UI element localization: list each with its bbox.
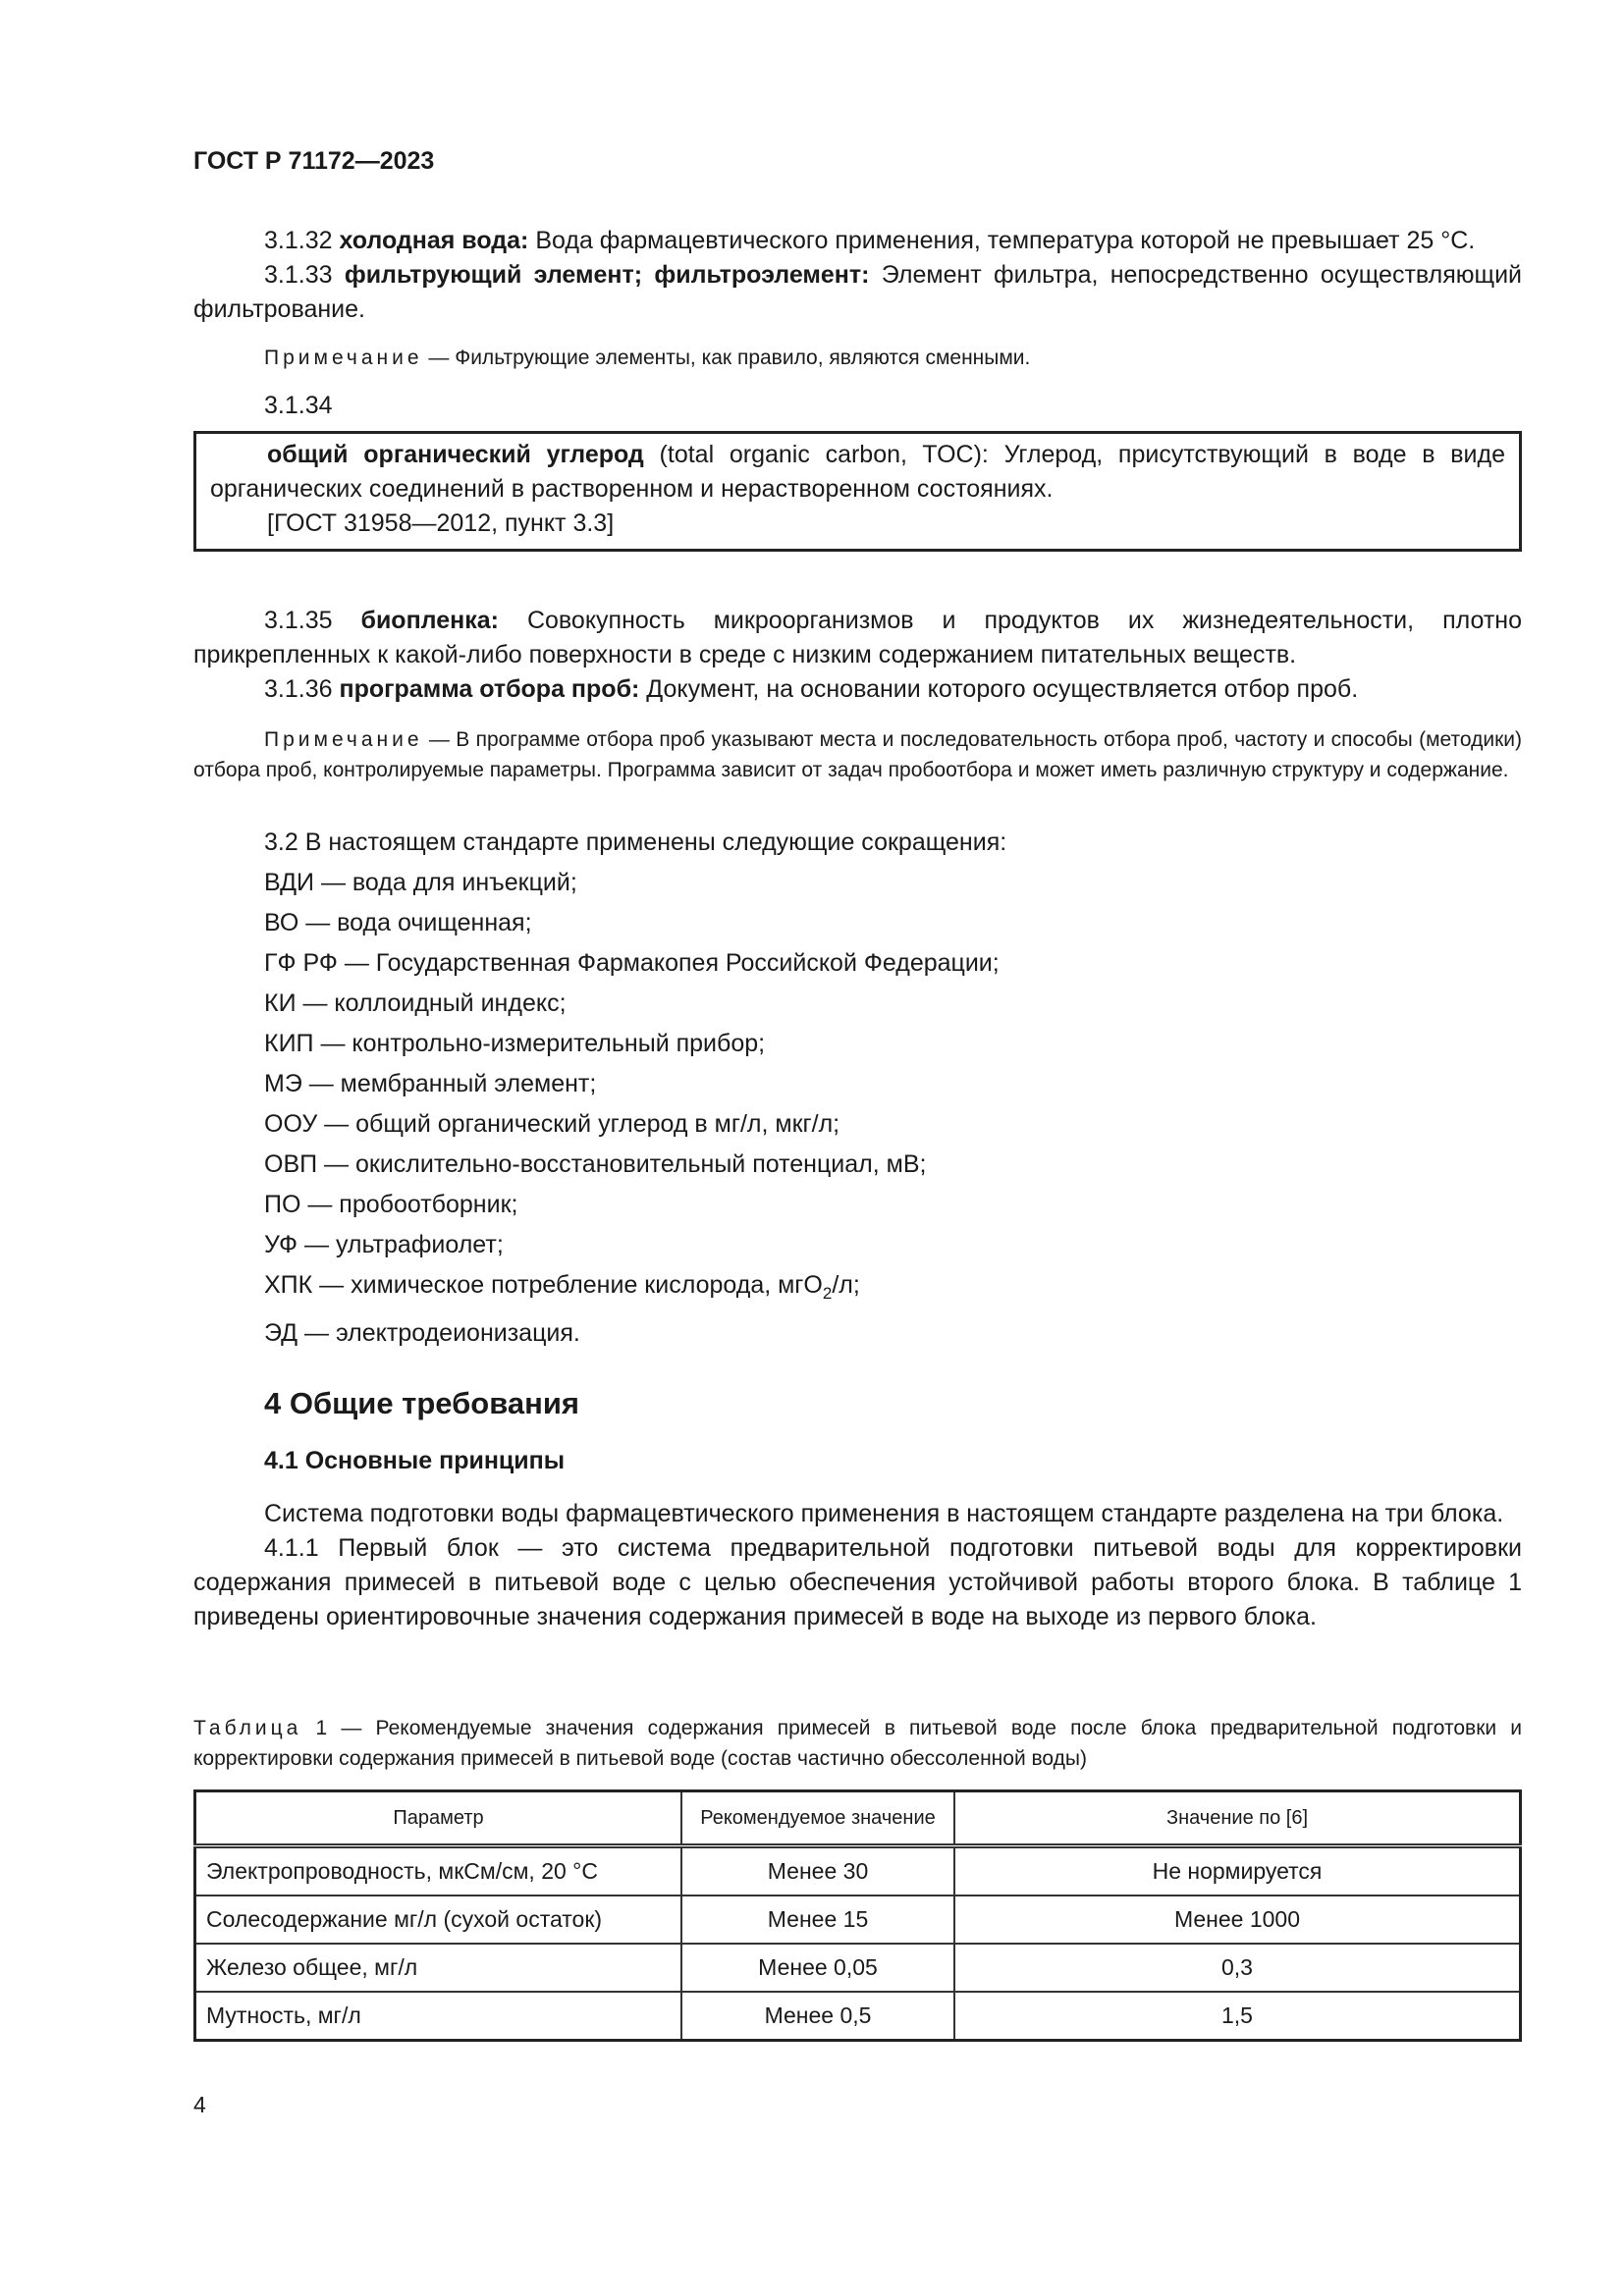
column-header: Рекомендуемое значение [681,1791,954,1846]
abbreviation-item: МЭ — мембранный элемент; [264,1070,597,1097]
note-text: — В программе отбора проб указывают места и последовательность отбора проб, частоту и способы (методики) отбора проб, контролируемые параметры. Программа зависит от задач пробоотбора и может иметь различную структуру и содержание. [193,728,1522,781]
table-cell: Железо общее, мг/л [195,1944,682,1992]
abbreviation-item: ЭД — электродеионизация. [264,1319,580,1347]
paragraph: Система подготовки воды фармацевтического применения в настоящем стандарте разделена на три блока. [264,1500,1504,1527]
term-number: 3.1.32 [264,227,333,254]
abbreviation-item: ВДИ — вода для инъекций; [264,869,577,896]
term-definition: (total organic carbon, TOC): Углерод, присутствующий в воде в виде органических соединений в растворенном и нерастворенном состояниях. [210,441,1505,503]
subscript: 2 [822,1284,833,1303]
abbreviation-item: ВО — вода очищенная; [264,909,532,936]
table-row [195,1896,1521,1944]
abbreviation-item-hpk [193,1265,1522,1313]
table-cell: Менее 15 [681,1896,954,1944]
term-number: 3.1.33 [264,261,333,289]
table-row [195,1992,1521,2041]
term-definition: Элемент фильтра, непосредственно осуществляющий фильтрование. [193,261,1522,323]
table-row [195,1846,1521,1896]
term-name: биопленка: [360,607,499,634]
term-definition: Документ, на основании которого осуществляется отбор проб. [646,675,1359,703]
table-cell: Мутность, мг/л [195,1992,682,2041]
term-3-1-33 [193,258,1522,327]
abbreviation-item: УФ — ультрафиолет; [264,1231,504,1258]
term-number: 3.1.36 [264,675,333,703]
note-text: — Фильтрующие элементы, как правило, являются сменными. [428,347,1031,369]
term-definition: Вода фармацевтического применения, температура которой не превышает 25 °С. [535,227,1476,254]
subsection-title: 4.1 Основные принципы [264,1447,566,1474]
abbreviations-intro: 3.2 В настоящем стандарте применены следующие сокращения: [264,828,1007,856]
table-1 [193,1789,1522,2042]
term-3-1-36 [193,672,1522,707]
column-header: Параметр [195,1791,682,1846]
table-label: Таблица [193,1717,302,1739]
term-name: фильтрующий элемент; фильтроэлемент: [344,261,870,289]
column-header: Значение по [6] [954,1791,1521,1846]
table-cell: 1,5 [954,1992,1521,2041]
quoted-definition-box [193,431,1522,552]
note-label: Примечание [264,728,423,751]
table-header-row [195,1791,1521,1846]
term-definition: Совокупность микроорганизмов и продуктов их жизнедеятельности, плотно прикрепленных к какой-либо поверхности в среде с низким содержанием питательных веществ. [193,607,1522,668]
document-id-header: ГОСТ Р 71172—2023 [193,147,435,175]
term-3-1-34-number: 3.1.34 [264,392,333,419]
term-name: холодная вода: [339,227,529,254]
table-1-block [193,1713,1522,2042]
abbr-text: /л; [832,1271,860,1299]
abbreviation-item: ООУ — общий органический углерод в мг/л, мкг/л; [264,1110,840,1138]
paragraph: 4.1.1 Первый блок — это система предварительной подготовки питьевой воды для корректировки содержания примесей в питьевой воде с целью обеспечения устойчивой работы второго блока. В таблице 1 приведены ориентировочные значения содержания примесей в воде на выходе из первого блока. [193,1534,1522,1630]
table-caption-text: 1 — Рекомендуемые значения содержания примесей в питьевой воде после блока предварительной подготовки и корректировки содержания примесей в питьевой воде (состав частично обессоленной воды) [193,1717,1522,1770]
abbreviation-item: ГФ РФ — Государственная Фармакопея Российской Федерации; [264,949,1000,977]
table-cell: Менее 0,05 [681,1944,954,1992]
table-cell: Солесодержание мг/л (сухой остаток) [195,1896,682,1944]
abbreviation-item: КИ — коллоидный индекс; [264,989,567,1017]
abbreviations-list [193,823,1522,1354]
section-title: 4 Общие требования [264,1386,579,1420]
table-cell: Не нормируется [954,1846,1521,1896]
term-3-1-35 [193,604,1522,672]
table-cell: Менее 1000 [954,1896,1521,1944]
term-number: 3.1.35 [264,607,333,634]
table-row [195,1944,1521,1992]
table-cell: 0,3 [954,1944,1521,1992]
terms-block-2 [193,604,1522,785]
terms-block-1 [193,224,1522,552]
abbr-text: ХПК — химическое потребление кислорода, мгО [264,1271,823,1299]
abbreviation-item: КИП — контрольно-измерительный прибор; [264,1030,766,1057]
term-name: программа отбора проб: [339,675,640,703]
definition-source: [ГОСТ 31958—2012, пункт 3.3] [267,509,615,537]
abbreviation-item: ПО — пробоотборник; [264,1191,518,1218]
note-label: Примечание [264,347,423,369]
table-caption [193,1713,1522,1774]
page-number: 4 [193,2092,206,2117]
term-3-1-34 [210,438,1505,507]
table-cell: Менее 30 [681,1846,954,1896]
term-name: общий органический углерод [267,441,644,468]
section-4 [193,1386,1522,1634]
note-sampling-program [193,724,1522,785]
table-cell: Менее 0,5 [681,1992,954,2041]
note-filter-elements [193,343,1522,373]
term-3-1-32 [193,224,1522,258]
abbreviation-item: ОВП — окислительно-восстановительный потенциал, мВ; [264,1150,927,1178]
table-cell: Электропроводность, мкСм/см, 20 °С [195,1846,682,1896]
